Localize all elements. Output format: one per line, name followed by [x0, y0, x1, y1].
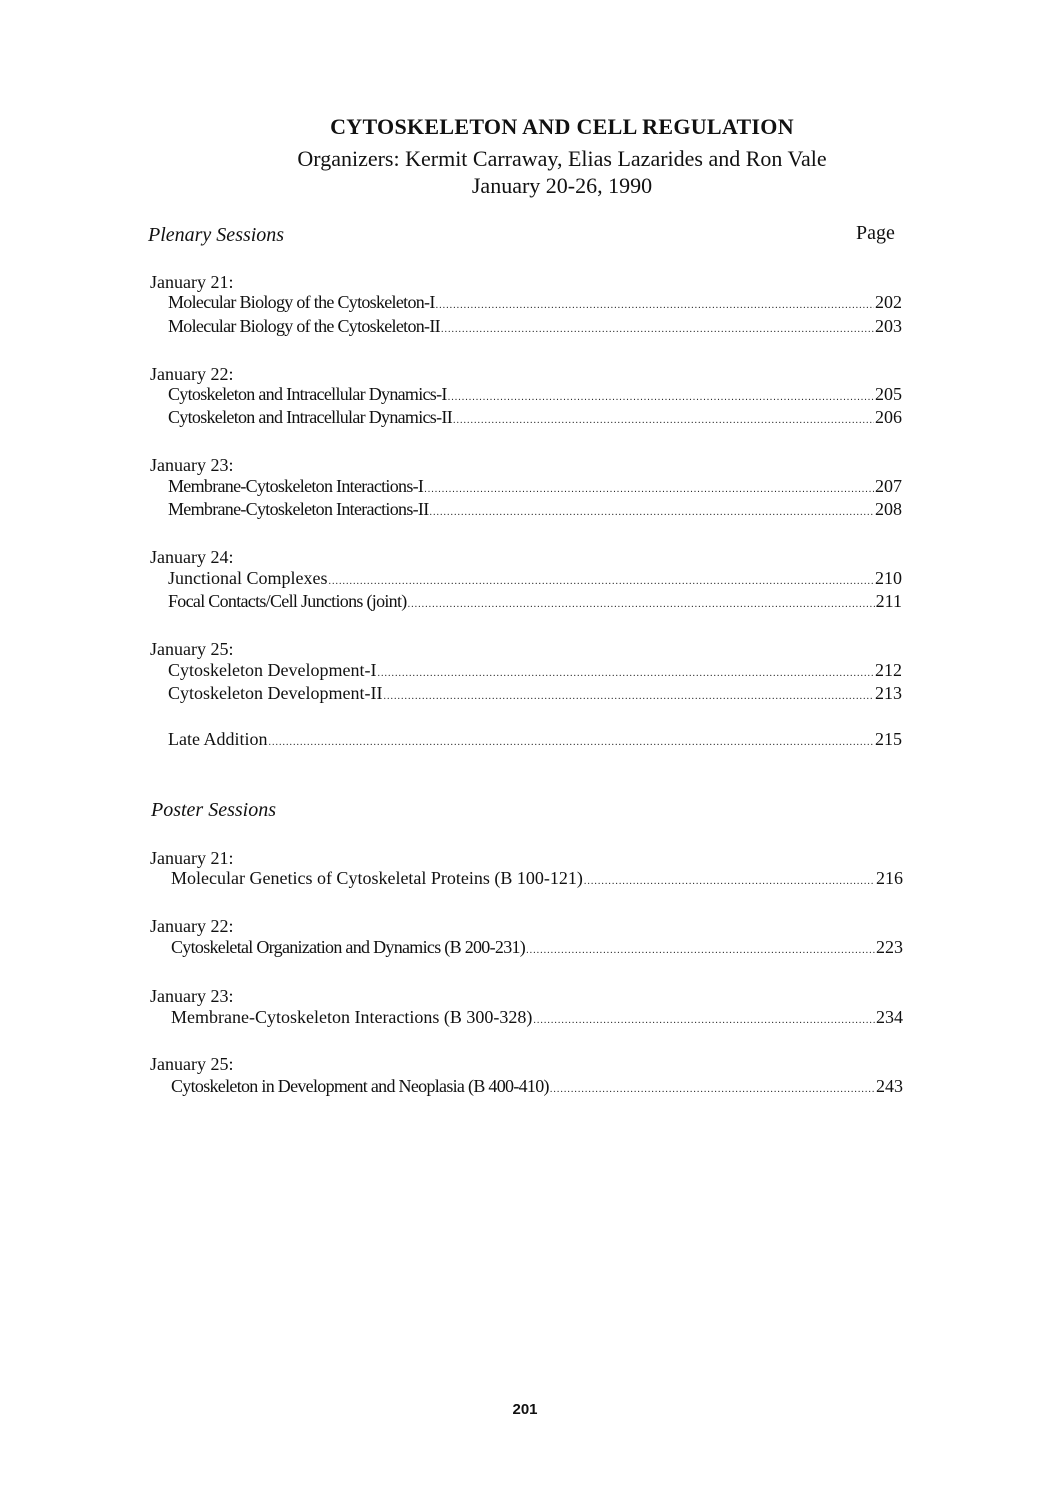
dot-leader — [453, 415, 874, 426]
dot-leader — [526, 945, 875, 956]
dot-leader — [584, 876, 875, 887]
toc-entry-page: 206 — [875, 407, 902, 427]
dot-leader — [533, 1015, 875, 1026]
toc-entry-label: Membrane-Cytoskeleton Interactions-II — [168, 499, 429, 519]
toc-entry-page: 203 — [875, 316, 902, 336]
toc-entry[interactable] — [168, 591, 902, 613]
poster-day-jan25: January 25: — [150, 1054, 234, 1074]
toc-entry-label: Late Addition — [168, 729, 268, 749]
toc-entry[interactable] — [168, 683, 902, 705]
toc-entry-page: 205 — [875, 384, 902, 404]
toc-entry-page: 213 — [875, 683, 902, 703]
dot-leader — [424, 484, 874, 495]
toc-entry-page: 210 — [875, 568, 902, 588]
dot-leader — [550, 1084, 875, 1095]
toc-entry-label: Cytoskeleton Development-II — [168, 683, 383, 703]
toc-entry-page: 208 — [875, 499, 902, 519]
toc-entry[interactable] — [168, 407, 902, 429]
poster-day-jan23: January 23: — [150, 986, 234, 1006]
page-number: 201 — [512, 1401, 538, 1418]
toc-entry-label: Molecular Genetics of Cytoskeletal Proteins (B 100-121) — [171, 868, 583, 888]
toc-entry-label: Membrane-Cytoskeleton Interactions (B 300-328) — [171, 1007, 533, 1027]
dot-leader — [448, 392, 874, 403]
toc-entry-label: Focal Contacts/Cell Junctions (joint) — [168, 591, 407, 611]
dot-leader — [441, 324, 874, 335]
dot-leader — [268, 737, 874, 748]
toc-entry-page: 234 — [876, 1007, 903, 1027]
toc-entry-page: 212 — [875, 660, 902, 680]
toc-entry-page: 243 — [876, 1076, 903, 1096]
organizers-line: Organizers: Kermit Carraway, Elias Lazarides and Ron Vale — [297, 146, 827, 171]
toc-entry[interactable] — [168, 499, 902, 521]
dot-leader — [377, 668, 874, 679]
toc-entry-page: 223 — [876, 937, 903, 957]
toc-entry-page: 215 — [875, 729, 902, 749]
toc-entry-page: 216 — [876, 868, 903, 888]
toc-entry[interactable] — [171, 1007, 903, 1029]
toc-entry-late-addition[interactable] — [168, 729, 902, 751]
toc-entry-label: Cytoskeleton and Intracellular Dynamics-I — [168, 384, 447, 404]
toc-entry[interactable] — [171, 868, 903, 890]
dot-leader — [430, 507, 874, 518]
dot-leader — [383, 691, 874, 702]
document-title: CYTOSKELETON AND CELL REGULATION — [330, 114, 794, 139]
toc-entry-label: Molecular Biology of the Cytoskeleton-II — [168, 316, 440, 336]
plenary-day-jan22: January 22: — [150, 364, 234, 384]
poster-day-jan22: January 22: — [150, 916, 234, 936]
toc-entry[interactable] — [168, 384, 902, 406]
dot-leader — [436, 300, 874, 311]
plenary-day-jan25: January 25: — [150, 639, 234, 659]
dot-leader — [328, 576, 874, 587]
toc-entry-label: Junctional Complexes — [168, 568, 328, 588]
toc-entry-label: Molecular Biology of the Cytoskeleton-I — [168, 292, 435, 312]
poster-day-jan21: January 21: — [150, 848, 234, 868]
toc-entry-label: Cytoskeleton in Development and Neoplasia (B 400-410) — [171, 1076, 549, 1096]
toc-entry[interactable] — [168, 316, 902, 338]
toc-entry-label: Cytoskeleton and Intracellular Dynamics-II — [168, 407, 452, 427]
toc-entry-label: Cytoskeleton Development-I — [168, 660, 377, 680]
toc-entry-page: 211 — [875, 591, 902, 611]
toc-entry[interactable] — [168, 476, 902, 498]
toc-entry-page: 207 — [875, 476, 902, 496]
toc-entry-label: Membrane-Cytoskeleton Interactions-I — [168, 476, 424, 496]
toc-entry[interactable] — [171, 1076, 903, 1098]
toc-entry-label: Cytoskeletal Organization and Dynamics (B 200-231) — [171, 937, 526, 957]
page-column-label: Page — [856, 222, 895, 244]
plenary-day-jan24: January 24: — [150, 547, 234, 567]
toc-entry[interactable] — [168, 292, 902, 314]
toc-entry-page: 202 — [875, 292, 902, 312]
plenary-day-jan21: January 21: — [150, 272, 234, 292]
dot-leader — [408, 599, 875, 610]
plenary-day-jan23: January 23: — [150, 455, 234, 475]
meeting-dates: January 20-26, 1990 — [471, 173, 653, 198]
plenary-sessions-heading: Plenary Sessions — [148, 224, 285, 246]
toc-entry[interactable] — [171, 937, 903, 959]
toc-entry[interactable] — [168, 568, 902, 590]
poster-sessions-heading: Poster Sessions — [151, 799, 276, 821]
toc-entry[interactable] — [168, 660, 902, 682]
